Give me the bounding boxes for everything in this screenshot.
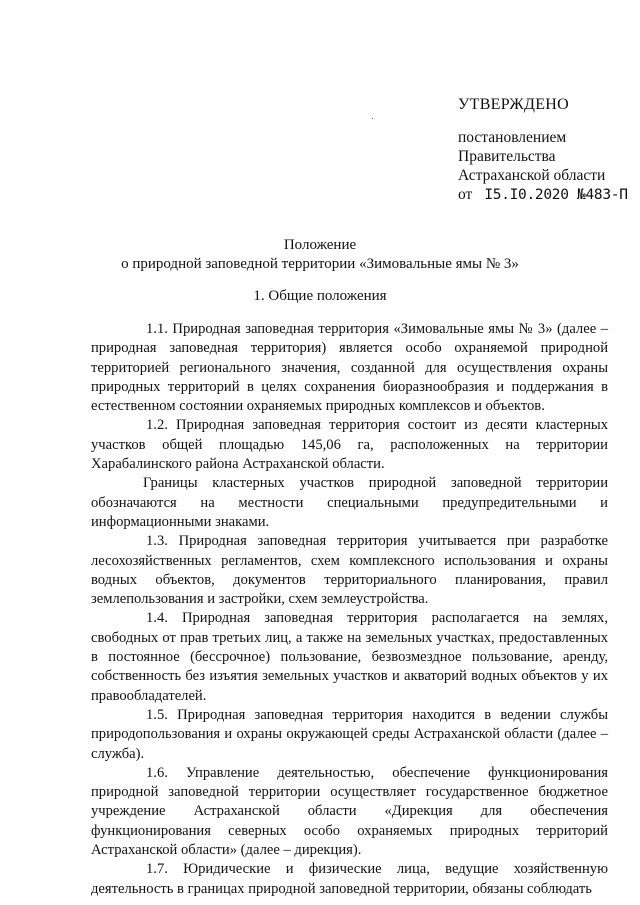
- approval-date-line: [458, 185, 628, 205]
- paragraph-1-7: 1.7. Юридические и физические лица, ведущие хозяйственную деятельность в границах природной заповедной территории, обязаны соблюдать: [91, 861, 608, 897]
- approval-title: УТВЕРЖДЕНО: [458, 96, 570, 113]
- approval-line-3: Астраханской области: [458, 167, 606, 184]
- document-body: [91, 320, 608, 899]
- paragraph-1-3: 1.3. Природная заповедная территория учитывается при разработке лесохозяйственных регламентов, схем комплексного использования и охраны водных объектов, документов территориального планирования, правил землепользования и застройки, схем землеустройства.: [91, 533, 608, 608]
- section-heading: 1. Общие положения: [253, 288, 387, 304]
- approval-line-1: постановлением: [458, 129, 567, 146]
- paragraph-1-6: 1.6. Управление деятельностью, обеспечение функционирования природной заповедной территории осуществляет государственное бюджетное учреждение Астраханской области «Дирекция для обеспечения функционирования северных особо охраняемых природных территорий Астраханской области» (далее – дирекция).: [91, 764, 608, 859]
- approval-from-label: от: [458, 186, 473, 203]
- paragraph-borders: Границы кластерных участков природной заповедной территории обозначаются на местности специальными предупредительными и информационными знаками.: [91, 475, 608, 530]
- approval-date-number: I5.I0.2020 №483-П: [484, 187, 628, 203]
- paragraph-1-2: 1.2. Природная заповедная территория состоит из десяти кластерных участков общей площадью 145,06 га, расположенных на территории Харабалинского района Астраханской области.: [91, 417, 608, 473]
- document-subtitle: о природной заповедной территории «Зимовальные ямы № 3»: [121, 256, 519, 272]
- scan-speck: [372, 118, 373, 119]
- paragraph-1-1: 1.1. Природная заповедная территория «Зимовальные ямы № 3» (далее – природная заповедная территория) является особо охраняемой природной территорией регионального значения, созданной для осуществления охраны природных территорий в целях сохранения биоразнообразия и поддержания в естественном состоянии охраняемых природных комплексов и объектов.: [91, 321, 608, 415]
- paragraph-1-5: 1.5. Природная заповедная территория находится в ведении службы природопользования и охраны окружающей среды Астраханской области (далее – служба).: [91, 706, 608, 762]
- approval-block: [458, 95, 628, 205]
- document-title: Положение: [283, 237, 357, 253]
- paragraph-1-4: 1.4. Природная заповедная территория располагается на землях, свободных от прав третьих лиц, а также на земельных участках, предоставленных в постоянное (бессрочное) пользование, безвозмездное пользование, аренду, собственность без изъятия земельных участков и акваторий водных объектов у их правообладателей.: [91, 610, 608, 704]
- approval-line-2: Правительства: [458, 148, 556, 165]
